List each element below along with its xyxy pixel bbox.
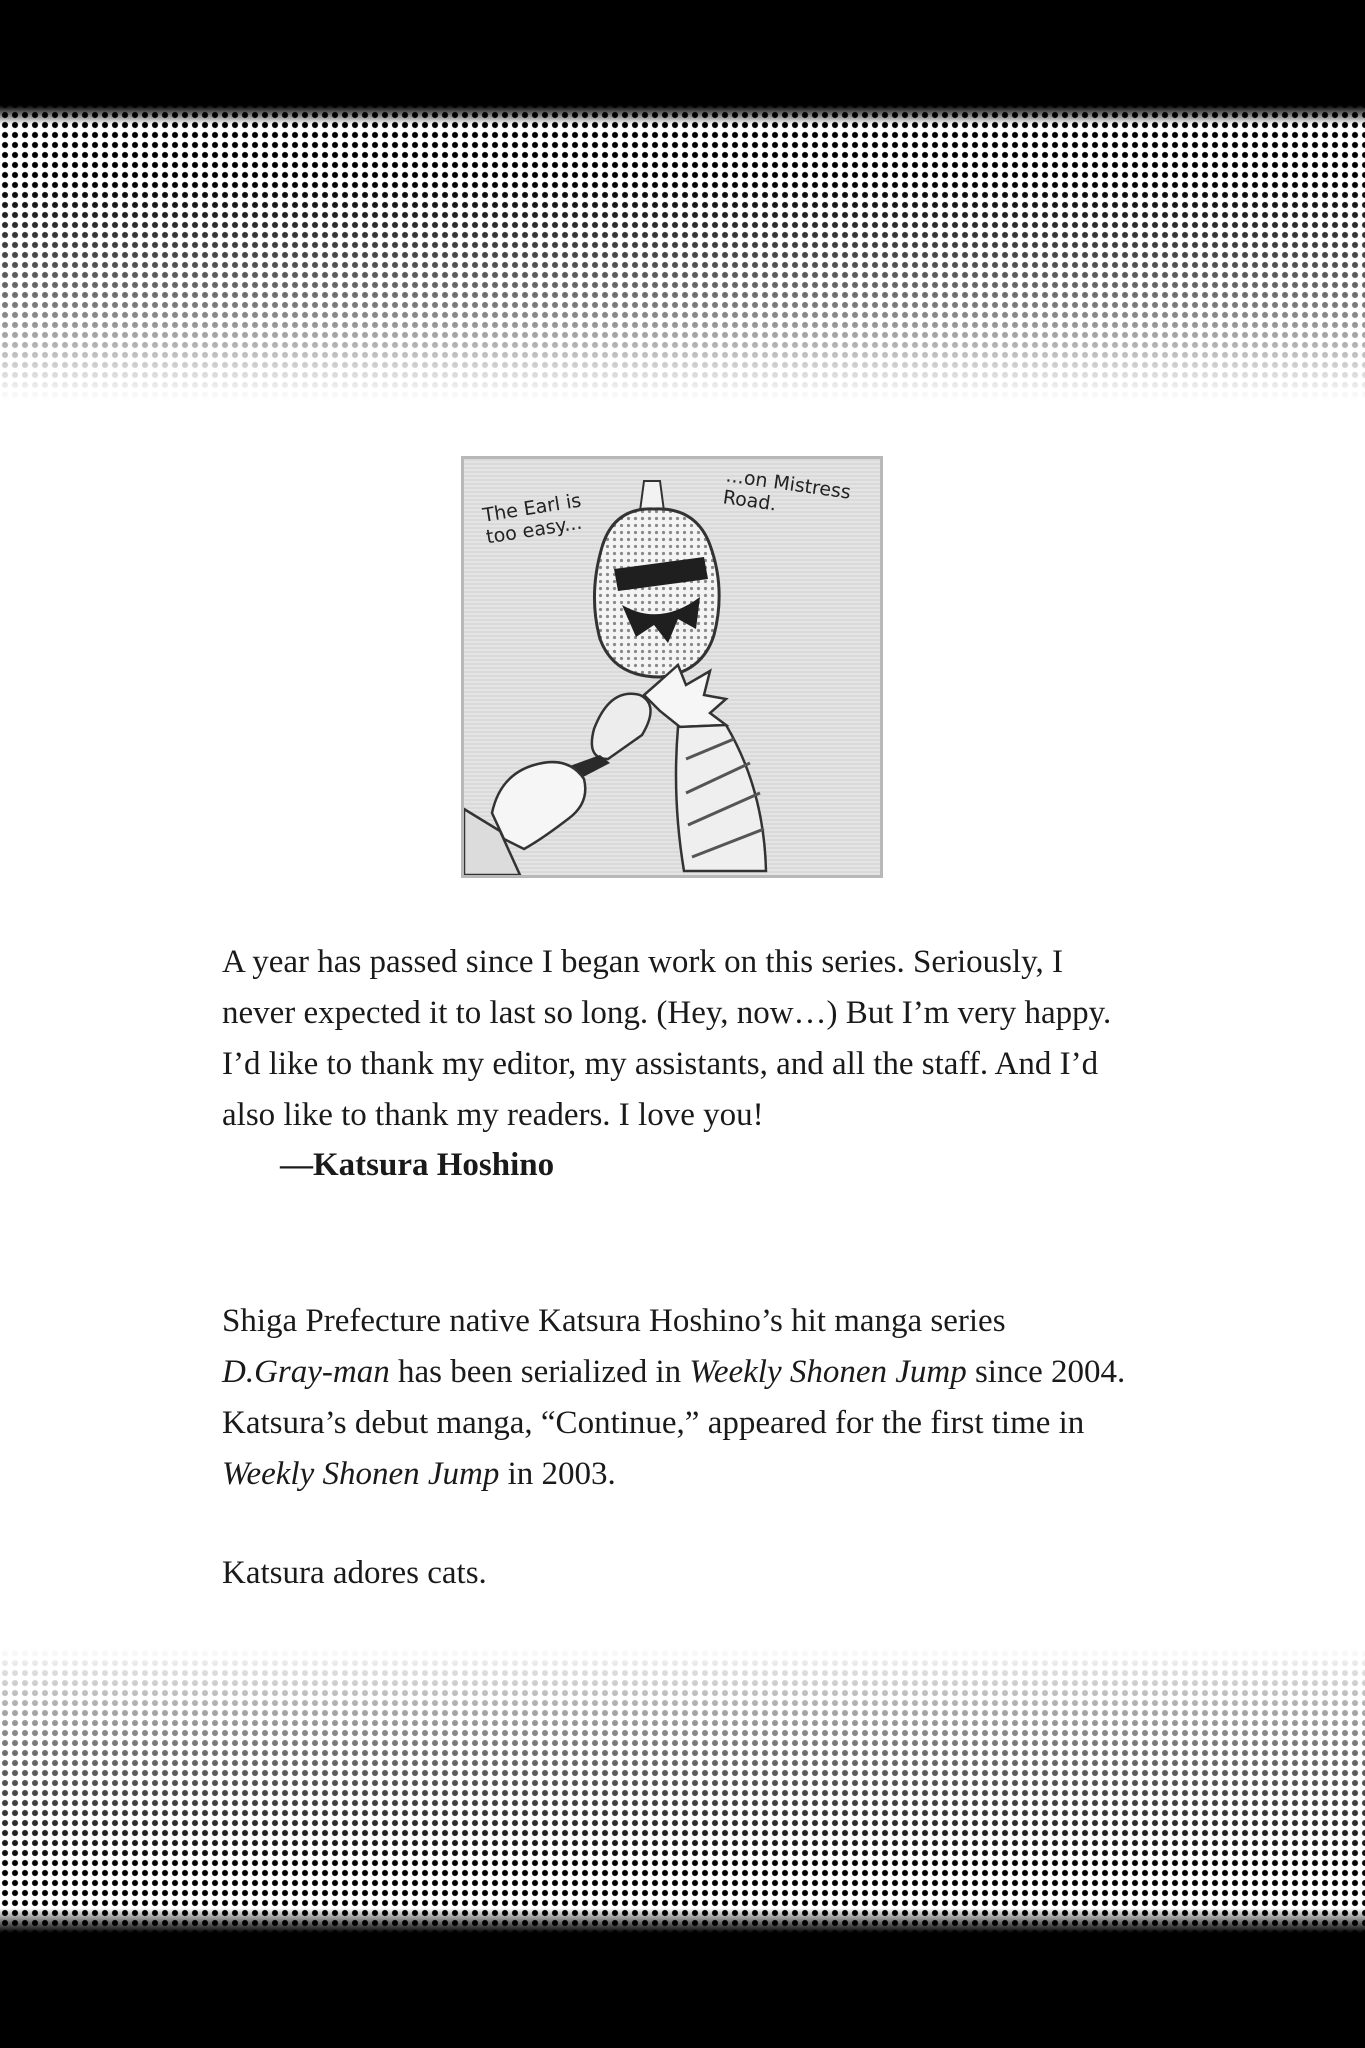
speech-bubble-right: ...on Mistress Road. [721, 464, 853, 516]
author-bio [222, 1296, 1222, 1500]
quote-line: also like to thank my readers. I love you! [222, 1097, 764, 1133]
bio-line: Katsura’s debut manga, “Continue,” appeared for the first time in [222, 1405, 1085, 1441]
quote-line: never expected it to last so long. (Hey, now…) But I’m very happy. [222, 995, 1112, 1031]
magazine-title: Weekly Shonen Jump [222, 1456, 500, 1492]
bio-closing: Katsura adores cats. [222, 1555, 487, 1591]
author-illustration-panel [461, 456, 883, 878]
author-signature: —Katsura Hoshino [280, 1147, 555, 1183]
author-quote [222, 937, 1222, 1141]
magazine-title: Weekly Shonen Jump [689, 1354, 967, 1390]
bio-line: Weekly Shonen Jump in 2003. [222, 1456, 616, 1492]
bio-line: D.Gray-man has been serialized in Weekly Shonen Jump since 2004. [222, 1354, 1126, 1390]
speech-bubble-left: The Earl is too easy... [481, 489, 584, 549]
halftone-top-border [0, 0, 1365, 400]
halftone-bottom-border [0, 1648, 1365, 2048]
quote-line: I’d like to thank my editor, my assistants, and all the staff. And I’d [222, 1046, 1099, 1082]
bio-line: Shiga Prefecture native Katsura Hoshino’s hit manga series [222, 1303, 1006, 1339]
quote-line: A year has passed since I began work on this series. Seriously, I [222, 944, 1064, 980]
series-title: D.Gray-man [222, 1354, 390, 1390]
